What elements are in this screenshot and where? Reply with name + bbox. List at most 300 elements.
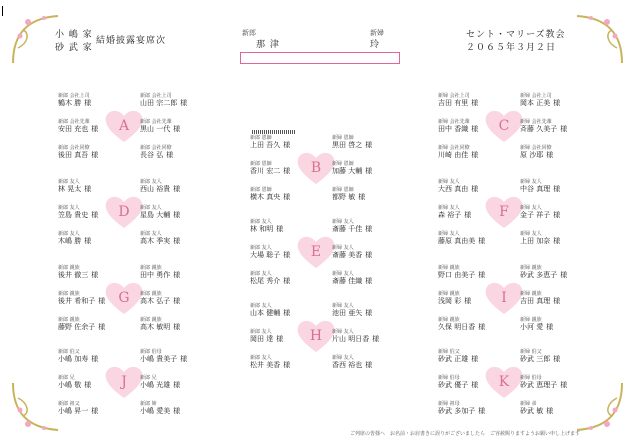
guest-name: 田中 勇作 bbox=[140, 271, 171, 279]
honorific: 様 bbox=[372, 335, 380, 343]
guest-name: 西山 裕貴 bbox=[140, 185, 171, 193]
guest-name-line bbox=[520, 99, 580, 107]
table-c bbox=[438, 92, 578, 172]
guest-seat bbox=[140, 264, 200, 279]
guest-name-line bbox=[438, 407, 498, 415]
guest-seat bbox=[58, 316, 118, 331]
guest-name: 後井 徹三 bbox=[58, 271, 89, 279]
guest-name: 砂武 恵理子 bbox=[520, 381, 558, 389]
guest-name-line bbox=[140, 237, 200, 245]
honorific: 様 bbox=[84, 99, 92, 107]
guest-title: 新郎 友人 bbox=[250, 355, 272, 361]
guest-name-line bbox=[438, 211, 498, 219]
table-letter: F bbox=[499, 204, 509, 220]
guest-seat bbox=[140, 230, 200, 245]
guest-name: 斉藤 久美子 bbox=[520, 125, 558, 133]
guest-seat bbox=[520, 400, 580, 415]
guest-seat bbox=[250, 134, 310, 149]
honorific: 様 bbox=[546, 407, 554, 415]
guest-name-line bbox=[250, 335, 310, 343]
table-letter: H bbox=[309, 328, 323, 344]
guest-title: 新郎 親族 bbox=[58, 317, 80, 323]
guest-title: 新婦 恩師 bbox=[332, 187, 354, 193]
guest-title: 新郎 友人 bbox=[58, 231, 80, 237]
guest-seat bbox=[58, 374, 118, 389]
guest-seat bbox=[520, 230, 580, 245]
guest-name: 砂武 敏 bbox=[520, 407, 544, 415]
guest-name: 岡本 正美 bbox=[520, 99, 551, 107]
guest-seat bbox=[438, 374, 498, 389]
guest-seat bbox=[250, 186, 310, 201]
guest-name-line bbox=[520, 125, 580, 133]
event-title: 結婚披露宴席次 bbox=[96, 36, 167, 46]
guest-name: 笠島 貴史 bbox=[58, 211, 89, 219]
guest-title: 新婦 親族 bbox=[520, 265, 542, 271]
guest-seat bbox=[58, 230, 118, 245]
guest-title: 新婦 友人 bbox=[332, 355, 354, 361]
guest-name: 大場 聡子 bbox=[250, 251, 281, 259]
guest-name-line bbox=[58, 323, 118, 331]
guest-name-line bbox=[250, 309, 310, 317]
table-letter: B bbox=[310, 160, 322, 176]
guest-name-line bbox=[140, 99, 200, 107]
table-h bbox=[250, 302, 390, 382]
honorific: 様 bbox=[84, 381, 92, 389]
honorific: 様 bbox=[553, 185, 561, 193]
guest-title: 新郎 友人 bbox=[58, 179, 80, 185]
honorific: 様 bbox=[464, 211, 472, 219]
honorific: 様 bbox=[173, 323, 181, 331]
guest-seat bbox=[58, 290, 118, 305]
honorific: 様 bbox=[173, 297, 181, 305]
guest-name: 野口 由美子 bbox=[438, 271, 476, 279]
honorific: 様 bbox=[553, 211, 561, 219]
guest-seat bbox=[332, 218, 392, 233]
guest-title: 新婦 会社同僚 bbox=[520, 145, 552, 151]
guest-seat bbox=[438, 316, 498, 331]
guest-title: 新郎 伯父 bbox=[58, 349, 80, 355]
guest-seat bbox=[520, 92, 580, 107]
guest-title: 新婦 友人 bbox=[332, 329, 354, 335]
table-letter: C bbox=[498, 118, 510, 134]
guest-title: 新郎 友人 bbox=[250, 271, 272, 277]
name-input-box[interactable] bbox=[240, 52, 400, 64]
guest-seat bbox=[520, 144, 580, 159]
table-letter: J bbox=[121, 374, 127, 390]
table-b bbox=[250, 134, 390, 214]
guest-name-line bbox=[58, 237, 118, 245]
guest-seat bbox=[520, 290, 580, 305]
honorific: 様 bbox=[471, 355, 479, 363]
guest-name-line bbox=[438, 297, 498, 305]
honorific: 様 bbox=[98, 323, 106, 331]
honorific: 様 bbox=[84, 237, 92, 245]
guest-name-line bbox=[332, 141, 392, 149]
guest-seat bbox=[140, 316, 200, 331]
honorific: 様 bbox=[180, 99, 188, 107]
guest-name-line bbox=[140, 211, 200, 219]
honorific: 様 bbox=[180, 355, 188, 363]
guest-title: 新郎 親族 bbox=[140, 291, 162, 297]
guest-seat bbox=[58, 400, 118, 415]
guest-name-line bbox=[250, 277, 310, 285]
guest-title: 新郎 会社同僚 bbox=[140, 145, 172, 151]
guest-name-line bbox=[332, 361, 392, 369]
page-edge-mark bbox=[2, 6, 3, 16]
guest-title: 新婦 友人 bbox=[438, 179, 460, 185]
honorific: 様 bbox=[283, 361, 291, 369]
table-letter: G bbox=[118, 290, 130, 306]
honorific: 様 bbox=[471, 185, 479, 193]
honorific: 様 bbox=[553, 237, 561, 245]
guest-seat bbox=[140, 118, 200, 133]
guest-title: 新婦 友人 bbox=[332, 303, 354, 309]
guest-name: 斎藤 千佳 bbox=[332, 225, 363, 233]
guest-seat bbox=[332, 328, 392, 343]
guest-title: 新婦 伯父 bbox=[520, 349, 542, 355]
guest-name-line bbox=[332, 309, 392, 317]
guest-name: 山本 健輔 bbox=[250, 309, 281, 317]
guest-name: 加藤 大輔 bbox=[332, 167, 363, 175]
guest-title: 新郎 伯母 bbox=[140, 349, 162, 355]
guest-title: 新婦 会社先輩 bbox=[438, 119, 470, 125]
guest-name: 小嶋 貴美子 bbox=[140, 355, 178, 363]
guest-name-line bbox=[332, 167, 392, 175]
honorific: 様 bbox=[173, 271, 181, 279]
honorific: 様 bbox=[166, 151, 174, 159]
guest-name: 田中 香織 bbox=[438, 125, 469, 133]
guest-seat bbox=[58, 118, 118, 133]
honorific: 様 bbox=[173, 185, 181, 193]
honorific: 様 bbox=[365, 309, 373, 317]
honorific: 様 bbox=[283, 167, 291, 175]
guest-seat bbox=[438, 290, 498, 305]
guest-name: 斎藤 佳織 bbox=[332, 277, 363, 285]
honorific: 様 bbox=[84, 185, 92, 193]
guest-title: 新郎 会社同僚 bbox=[58, 145, 90, 151]
guest-seat bbox=[332, 134, 392, 149]
guest-seat bbox=[140, 400, 200, 415]
guest-title: 新婦 親族 bbox=[438, 317, 460, 323]
corner-flourish-icon bbox=[567, 8, 627, 68]
guest-seat bbox=[140, 204, 200, 219]
guest-name: 片山 明日香 bbox=[332, 335, 370, 343]
guest-name-line bbox=[250, 361, 310, 369]
guest-name-line bbox=[58, 297, 118, 305]
honorific: 様 bbox=[365, 225, 373, 233]
guest-name-line bbox=[520, 211, 580, 219]
honorific: 様 bbox=[98, 297, 106, 305]
guest-name-line bbox=[140, 151, 200, 159]
guest-seat bbox=[140, 348, 200, 363]
honorific: 様 bbox=[173, 407, 181, 415]
guest-name-line bbox=[140, 381, 200, 389]
guest-name: 砂武 三郎 bbox=[520, 355, 551, 363]
honorific: 様 bbox=[91, 211, 99, 219]
guest-seat bbox=[58, 348, 118, 363]
guest-name: 吉田 有里 bbox=[438, 99, 469, 107]
honorific: 様 bbox=[283, 309, 291, 317]
guest-name-line bbox=[140, 125, 200, 133]
guest-seat bbox=[520, 118, 580, 133]
guest-title: 新婦 友人 bbox=[332, 219, 354, 225]
guest-seat bbox=[58, 264, 118, 279]
guest-name-line bbox=[520, 185, 580, 193]
guest-seat bbox=[438, 144, 498, 159]
guest-name: 香西 裕也 bbox=[332, 361, 363, 369]
guest-title: 新婦 友人 bbox=[332, 245, 354, 251]
guest-name-line bbox=[438, 185, 498, 193]
guest-name-line bbox=[520, 297, 580, 305]
guest-name-line bbox=[520, 407, 580, 415]
guest-title: 新婦 友人 bbox=[520, 231, 542, 237]
guest-name: 都野 敏 bbox=[332, 193, 356, 201]
honorific: 様 bbox=[478, 407, 486, 415]
honorific: 様 bbox=[173, 237, 181, 245]
guest-name-line bbox=[332, 193, 392, 201]
guest-seat bbox=[250, 218, 310, 233]
guest-seat bbox=[140, 290, 200, 305]
guest-name-line bbox=[58, 125, 118, 133]
guest-seat bbox=[520, 178, 580, 193]
guest-name: 藤野 佐余子 bbox=[58, 323, 96, 331]
guest-name: 横木 真央 bbox=[250, 193, 281, 201]
guest-name-line bbox=[140, 297, 200, 305]
guest-name: 砂武 多恵子 bbox=[520, 271, 558, 279]
guest-name: 林 和明 bbox=[250, 225, 274, 233]
guest-title: 新婦 友人 bbox=[438, 231, 460, 237]
guest-title: 新郎 会社上司 bbox=[58, 93, 90, 99]
guest-name: 金子 祥子 bbox=[520, 211, 551, 219]
guest-name: 上田 吾久 bbox=[250, 141, 281, 149]
honorific: 様 bbox=[365, 277, 373, 285]
guest-name-line bbox=[438, 355, 498, 363]
honorific: 様 bbox=[365, 141, 373, 149]
guest-name: 砂武 多加子 bbox=[438, 407, 476, 415]
groom-name: 那 津 bbox=[256, 40, 280, 50]
guest-seat bbox=[332, 270, 392, 285]
guest-seat bbox=[438, 400, 498, 415]
guest-title: 新婦 親族 bbox=[438, 265, 460, 271]
guest-seat bbox=[438, 230, 498, 245]
guest-name-line bbox=[58, 185, 118, 193]
honorific: 様 bbox=[478, 323, 486, 331]
guest-seat bbox=[250, 302, 310, 317]
guest-seat bbox=[58, 178, 118, 193]
bride-label: 新婦 bbox=[370, 29, 384, 37]
honorific: 様 bbox=[365, 251, 373, 259]
guest-name: 原 沙耶 bbox=[520, 151, 544, 159]
honorific: 様 bbox=[283, 277, 291, 285]
guest-title: 新郎 友人 bbox=[250, 329, 272, 335]
guest-title: 新婦 友人 bbox=[520, 179, 542, 185]
guest-name-line bbox=[332, 335, 392, 343]
guest-name: 松井 美香 bbox=[250, 361, 281, 369]
guest-name-line bbox=[332, 251, 392, 259]
guest-title: 新郎 友人 bbox=[58, 205, 80, 211]
guest-title: 新郎 親族 bbox=[140, 317, 162, 323]
guest-title: 新郎 友人 bbox=[140, 179, 162, 185]
guest-title: 新婦 会社先輩 bbox=[520, 119, 552, 125]
guest-title: 新婦 友人 bbox=[520, 205, 542, 211]
honorific: 様 bbox=[553, 297, 561, 305]
honorific: 様 bbox=[91, 151, 99, 159]
guest-name-line bbox=[140, 407, 200, 415]
guest-name: 久保 明日香 bbox=[438, 323, 476, 331]
guest-name-line bbox=[58, 151, 118, 159]
guest-name: 黒田 啓之 bbox=[332, 141, 363, 149]
honorific: 様 bbox=[546, 151, 554, 159]
table-f bbox=[438, 178, 578, 258]
guest-name-line bbox=[520, 271, 580, 279]
honorific: 様 bbox=[560, 271, 568, 279]
honorific: 様 bbox=[464, 297, 472, 305]
guest-name: 浅岡 彩 bbox=[438, 297, 462, 305]
guest-name-line bbox=[438, 381, 498, 389]
guest-name: 山田 宗二郎 bbox=[140, 99, 178, 107]
guest-title: 新婦 伯母 bbox=[438, 375, 460, 381]
guest-name-line bbox=[438, 323, 498, 331]
guest-seat bbox=[250, 160, 310, 175]
honorific: 様 bbox=[471, 99, 479, 107]
decorative-strip bbox=[252, 130, 296, 134]
honorific: 様 bbox=[173, 381, 181, 389]
guest-name: 吉田 真理 bbox=[520, 297, 551, 305]
guest-title: 新婦 弟 bbox=[520, 401, 537, 407]
honorific: 様 bbox=[478, 271, 486, 279]
guest-seat bbox=[520, 204, 580, 219]
honorific: 様 bbox=[173, 211, 181, 219]
guest-seat bbox=[58, 92, 118, 107]
guest-title: 新郎 友人 bbox=[140, 205, 162, 211]
guest-name: 松尾 秀介 bbox=[250, 277, 281, 285]
guest-seat bbox=[332, 244, 392, 259]
guest-name: 斎藤 美香 bbox=[332, 251, 363, 259]
guest-name: 鶴木 勝 bbox=[58, 99, 82, 107]
guest-seat bbox=[438, 264, 498, 279]
table-letter: D bbox=[118, 204, 130, 220]
table-g bbox=[58, 264, 198, 344]
guest-name-line bbox=[520, 237, 580, 245]
guest-name: 安田 充也 bbox=[58, 125, 89, 133]
guest-name: 長谷 弘 bbox=[140, 151, 164, 159]
family-name-left-2: 砂 武 家 bbox=[55, 43, 93, 53]
guest-title: 新郎 友人 bbox=[250, 303, 272, 309]
honorific: 様 bbox=[365, 167, 373, 175]
honorific: 様 bbox=[91, 407, 99, 415]
guest-name-line bbox=[140, 323, 200, 331]
guest-name: 森 裕子 bbox=[438, 211, 462, 219]
guest-name: 大西 真由 bbox=[438, 185, 469, 193]
guest-seat bbox=[250, 354, 310, 369]
guest-name-line bbox=[520, 355, 580, 363]
guest-name-line bbox=[438, 271, 498, 279]
honorific: 様 bbox=[283, 193, 291, 201]
honorific: 様 bbox=[471, 125, 479, 133]
guest-name: 小嶋 愛美 bbox=[140, 407, 171, 415]
honorific: 様 bbox=[173, 125, 181, 133]
guest-title: 新郎 親族 bbox=[58, 265, 80, 271]
guest-name-line bbox=[520, 323, 580, 331]
guest-seat bbox=[520, 348, 580, 363]
guest-title: 新婦 親族 bbox=[520, 291, 542, 297]
guest-name-line bbox=[438, 237, 498, 245]
guest-title: 新婦 祖母 bbox=[438, 401, 460, 407]
guest-title: 新婦 恩師 bbox=[332, 161, 354, 167]
family-name-left-1: 小 嶋 家 bbox=[55, 30, 93, 40]
guest-name: 高木 敏明 bbox=[140, 323, 171, 331]
guest-name-line bbox=[58, 381, 118, 389]
guest-title: 新婦 伯父 bbox=[438, 349, 460, 355]
guest-title: 新郎 祖父 bbox=[58, 401, 80, 407]
guest-name-line bbox=[250, 141, 310, 149]
guest-name-line bbox=[58, 355, 118, 363]
guest-title: 新婦 親族 bbox=[438, 291, 460, 297]
guest-name-line bbox=[332, 277, 392, 285]
honorific: 様 bbox=[478, 237, 486, 245]
table-j bbox=[58, 348, 198, 428]
guest-seat bbox=[58, 144, 118, 159]
guest-name: 砂武 正雄 bbox=[438, 355, 469, 363]
guest-seat bbox=[250, 244, 310, 259]
guest-title: 新郎 友人 bbox=[250, 219, 272, 225]
guest-name: 藤原 真由美 bbox=[438, 237, 476, 245]
honorific: 様 bbox=[553, 99, 561, 107]
honorific: 様 bbox=[553, 355, 561, 363]
guest-name: 岡田 達 bbox=[250, 335, 274, 343]
table-a bbox=[58, 92, 198, 172]
guest-name: 中谷 真理 bbox=[520, 185, 551, 193]
guest-name: 林 晃太 bbox=[58, 185, 82, 193]
guest-name: 池田 亜矢 bbox=[332, 309, 363, 317]
table-letter: I bbox=[501, 290, 507, 306]
guest-seat bbox=[140, 144, 200, 159]
guest-title: 新婦 会社上司 bbox=[438, 93, 470, 99]
guest-seat bbox=[140, 178, 200, 193]
guest-title: 新婦 会社上司 bbox=[520, 93, 552, 99]
guest-name-line bbox=[58, 271, 118, 279]
guest-name: 後井 希和子 bbox=[58, 297, 96, 305]
guest-name: 後田 真吾 bbox=[58, 151, 89, 159]
honorific: 様 bbox=[365, 361, 373, 369]
guest-name-line bbox=[58, 407, 118, 415]
guest-title: 新郎 恩師 bbox=[250, 135, 272, 141]
guest-name: 小嶋 加寿 bbox=[58, 355, 89, 363]
guest-seat bbox=[438, 118, 498, 133]
guest-name: 高木 季実 bbox=[140, 237, 171, 245]
guest-name-line bbox=[140, 185, 200, 193]
honorific: 様 bbox=[283, 141, 291, 149]
table-letter: K bbox=[498, 374, 510, 390]
table-k bbox=[438, 348, 578, 428]
guest-name: 小嶋 光雄 bbox=[140, 381, 171, 389]
guest-name-line bbox=[58, 211, 118, 219]
guest-title: 新婦 友人 bbox=[438, 205, 460, 211]
guest-seat bbox=[140, 374, 200, 389]
guest-title: 新郎 友人 bbox=[140, 231, 162, 237]
guest-name: 香川 宏二 bbox=[250, 167, 281, 175]
bride-name: 玲 bbox=[370, 40, 381, 50]
guest-name: 木嶋 勝 bbox=[58, 237, 82, 245]
table-i bbox=[438, 264, 578, 344]
guest-name: 星島 大輔 bbox=[140, 211, 171, 219]
guest-name-line bbox=[250, 225, 310, 233]
guest-title: 新郎 会社上司 bbox=[140, 93, 172, 99]
guest-name: 高木 弘子 bbox=[140, 297, 171, 305]
honorific: 様 bbox=[546, 323, 554, 331]
guest-seat bbox=[438, 348, 498, 363]
guest-title: 新郎 恩師 bbox=[250, 187, 272, 193]
